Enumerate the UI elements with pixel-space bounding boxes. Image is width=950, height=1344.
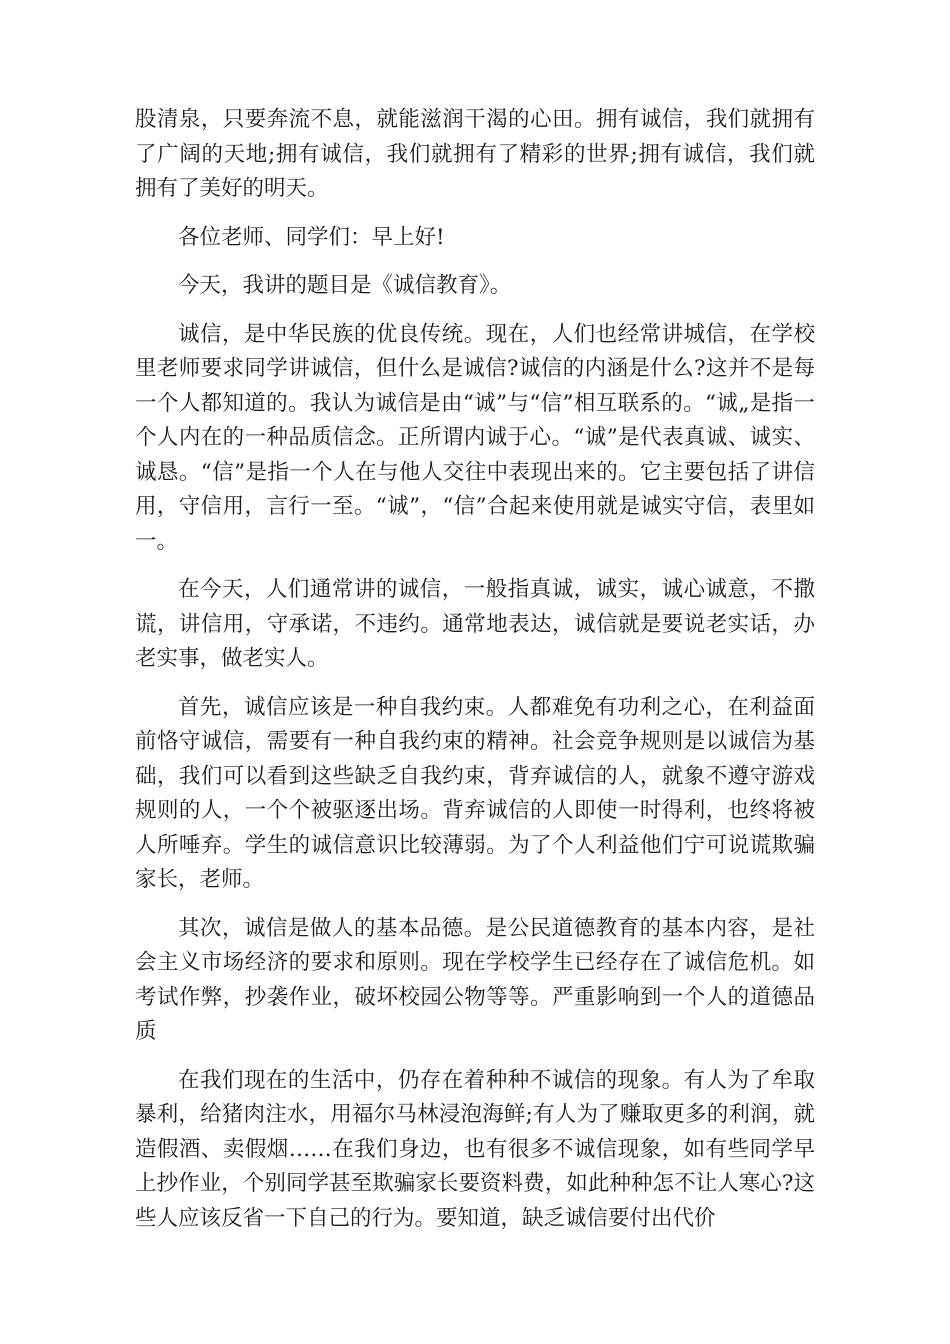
document-body [135, 103, 815, 1250]
paragraph-first: 首先，诚信应该是一种自我约束。人都难免有功利之心，在利益面前恪守诚信，需要有一种自我约束的精神。社会竞争规则是以诚信为基础，我们可以看到这些缺乏自我约束，背弃诚信的人，就象不遵守游戏规则的人，一个个被驱逐出场。背弃诚信的人即使一时得利，也终将被人所唾弃。学生的诚信意识比较薄弱。为了个人利益他们宁可说谎欺骗家长，老师。 [135, 694, 815, 892]
paragraph-definition: 诚信，是中华民族的优良传统。现在，人们也经常讲城信，在学校里老师要求同学讲诚信，但什么是诚信?诚信的内涵是什么?这并不是每一个人都知道的。我认为诚信是由“诚”与“信”相互联系的。“诚„是指一个人内在的一种品质信念。正所谓内诚于心。“诚”是代表真诚、诚实、诚恳。“信”是指一个人在与他人交往中表现出来的。它主要包括了讲信用，守信用，言行一至。“诚”，“信”合起来使用就是诚实守信，表里如一。 [135, 321, 815, 554]
paragraph-greeting: 各位老师、同学们：早上好! [178, 224, 445, 250]
paragraph-today: 在今天，人们通常讲的诚信，一般指真诚，诚实，诚心诚意，不撒谎，讲信用，守承诺，不违约。通常地表达，诚信就是要说老实话，办老实事，做老实人。 [135, 577, 815, 671]
paragraph-continuation: 股清泉，只要奔流不息，就能滋润干渴的心田。拥有诚信，我们就拥有了广阔的天地;拥有诚信，我们就拥有了精彩的世界;拥有诚信，我们就拥有了美好的明天。 [135, 107, 815, 201]
paragraph-topic: 今天，我讲的题目是《诚信教育》。 [178, 273, 512, 298]
paragraph-second: 其次，诚信是做人的基本品德。是公民道德教育的基本内容，是社会主义市场经济的要求和原则。现在学校学生已经存在了诚信危机。如考试作弊，抄袭作业，破坏校园公物等等。严重影响到一个人的道德品质 [135, 915, 815, 1044]
paragraph-life: 在我们现在的生活中，仍存在着种种不诚信的现象。有人为了牟取暴利，给猪肉注水，用福尔马林浸泡海鲜;有人为了赚取更多的利润，就造假酒、卖假烟……在我们身边，也有很多不诚信现象，如有些同学早上抄作业，个别同学甚至欺骗家长要资料费，如此种种怎不让人寒心?这些人应该反省一下自己的行为。要知道，缺乏诚信要付出代价 [135, 1067, 815, 1231]
